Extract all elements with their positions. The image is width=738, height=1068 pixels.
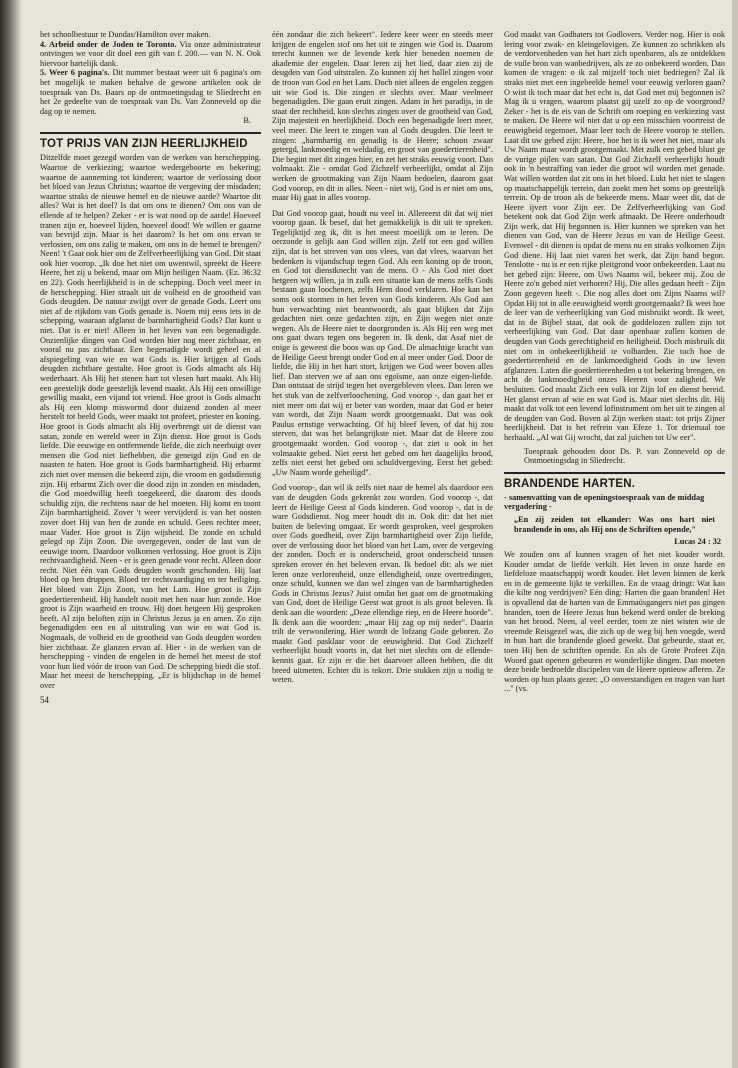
signoff: B.	[243, 116, 251, 126]
article-heading: TOT PRIJS VAN ZIJN HEERLIJKHEID	[40, 138, 248, 151]
column-1	[40, 30, 261, 705]
article-body-col2-a: één zondaar die zich bekeert". Iedere keer weer en steeds meer krijgen de engelen stof om het uit te zingen wie God is. Daarom terecht kunnen we de levende kerk hier beneden noemen de akademie der engelen. Daar leren zij het lied, daar zien zij de deugden van God uitstralen. Zo kunnen zij het hallel zingen voor de troon van God en het Lam. Doch niet alleen de engelen zeggen uit wie God is. Die zingen er slechts over. Maar veelmeer begenadigden. Die gaan eruit zingen. Adam in het paradijs, in de staat der rechtheid, kon slechts zingen over de grootheid van God, Zijn majesteit en heerlijkheid. Doch een begenadigde leert meer, veel meer. Die leert te zingen van al Gods deugden. Die leert te zingen: „barmhartig en genadig is de Heere; schoon zwaar getergd, lankmoedig en weldadig, en groot van goedertierenheid". Die begint met dit zingen hier, en zet het straks eeuwig voort. Dan volmaakt. Zie - omdat God Zichzelf verheerlijkt, omdat al Zijn werken de grootmaking van Zijn Naam bedoelen, daarom gaat God voorop, en dit in alles. Neen - niet wij, God is er niet om ons, maar Hij gaat in alles voorop.	[272, 30, 493, 203]
scripture-quote: „En zij zeiden tot elkander: Was ons hart niet brandende in ons, als Hij ons de Schriften opende,"	[514, 514, 715, 534]
page-number: 54	[40, 694, 49, 705]
speech-attribution: Toespraak gehouden door Ds. P. van Zonneveld op de Ontmoetingsdag in Sliedrecht.	[524, 446, 725, 466]
section-rule	[40, 132, 261, 134]
column-2	[272, 30, 493, 705]
scripture-reference: Lucas 24 : 32	[674, 537, 721, 547]
article2-subheading: - samenvatting van de openingstoespraak van de middag vergadering -	[504, 492, 705, 512]
article2-body: We zouden ons af kunnen vragen of het niet kouder wordt. Kouder omdat de liefde verkilt. Het leven in onze harde en liefdeloze maatschappij wordt kouder. Het leven binnen de kerk en in de gemeente lijkt te verkillen. En de vraag dringt: Wat kan die kilte nog verdrijven? Eén ding: Harten die gaan branden! Het is opvallend dat de harten van de Emmaüsgangers niet pas gingen branden, toen de Heere Jezus hun bekend werd onder de breking van het brood. Neen, al veel eerder, toen ze niet wisten wie de vreemde Reisgezel was, die zich op de weg bij hen voegde, werd in hun hart die brandende gloed gewekt. Dat gebeurde, staat er, toen Hij hen de schriften opende. En als de Grote Profeet Zijn Woord gaat openen gebeuren er wonderlijke dingen. Dan moeten deze beide bedroefde discipelen van de Heere opnieuw afleren. Ze worden op hun plaats gezet: „O onverstandigen en tragen van hart ..." (vs.	[504, 550, 725, 694]
article-body-col2-c: God voorop-, dan wil ik zelfs niet naar de hemel als daardoor een van de deugden Gods gekrenkt zou worden. God voorop -, dat leert de Heilige Geest al Gods kinderen. God voorop -, dat is de ware Godsdienst. Nog meer houdt dit in. Ook dit: dat het niet buiten de beleving omgaat. Er wordt gesproken, veel gesproken over Gods goedheid, over Zijn barmhartigheid over Zijn liefde, over de verlossing door het bloed van het Lam, over de vergeving der zonden. Doch er is onderscheid, groot onderscheid tussen spreken erover én het beleven ervan. Ik bedoel dit: als we niet leren onze verlorenheid, onze ellendigheid, onze overtredingen, onze schuld, kunnen we dan wel zingen van de barmhartigheden Gods in Christus Jezus? Juist omdat het gaat om de grootmaking van God, doet de Heilige Geest wat groot is als groot beleven. Ik denk aan die woorden: „Deze ellendige riep, en de Heere hoorde". Ik denk aan die woorden: „maar Hij zag op mij neder". Daarin trilt de verwondering. Hier wordt de lofzang Gode geboren. Zo maakt God pasklaar voor de eeuwigheid. Dat God Zichzelf verheerlijkt houdt voorts in, dat het niet slechts om de ellende-kennis gaat. Er zijn er die het daarvoer alleen hebben, die dit breed uitmeten. Echter dit is tekort. Drie stukken zijn u nodig te weten.	[272, 483, 493, 685]
intro-text: het schoolbestuur te Dundas/Hamilton over maken.	[40, 30, 211, 39]
article-body-col3: God maakt van Godhaters tot Godlovers. Verder nog. Hier is ook lering voor zwak- en kleingelovigen. Ze kunnen zo schrikken als de verdorvenheden van het hart zich openbaren, als ze ontdekken de vuile bron van wanbedrijven, als ze zo onbekeerd worden. Dan komen de vragen: o ik zal mijzelf toch niet bedriegen? Zal ik straks niet met een ingebeelde hemel voor eeuwig verloren gaan? O wist ik toch maar dat het echt is, dat God met mij begonnen is? Mag ik u vragen, waarom plaatst gij uzelf zo op de voorgrond? Zeker - het is de eis van de Schrift om roeping en verkiezing vast te maken. De Heere wil niet dat u op een misschien voortreist de eeuwigheid tegemoet. Maar leer toch de Heere voorop te stellen. Laat dit uw gebed zijn: Heere, hoe het is ik weet het niet, maar als Uw Naam maar wordt grootgemaakt. Met zulk een gebed blust ge de vurige pijlen van satan. Dat God Zichzelf verheerlijkt houdt ook in 'n bestraffing van ieder die groot wil worden met genade. Wat willen worden dat zit ons in het bloed. Lukt het niet te slagen op maatschappelijk terrein, dan zoekt men het soms op geestelijk terrein. Op de troon als de bekeerde mens. Maar weet dit, dat de Heere ijvert voor Zijn eer. De Zelfverheerlijking van God betekent ook dat God Zijn werk afmaakt. De Heere onderhoudt Zijn werk, dat Hij begonnen is. Hier kunnen we spreken van het dienen van God, van de Heere Jezus en van de Heilige Geest. Evenwel - dit dienen is opdat de mens nu en straks volkomen Zijn God diene. Hij laat niet varen het werk, dat Zijn hand begon. Tenslotte - nu is er een rijke pleitgrond voor onbekeerden. Laat nu het gebed zijn: Heere, om Uws Naams wil, bekeer mij. Zou de Heere zo'n gebed niet verhoren? Hij, Die alles gedaan heeft - Zijn Zoon gegeven heeft -. Die nog alles doet om Zijns Naams wil? Opdat Hij tot in alle eeuwigheid wordt grootgemaakt? Ik weet hoe de leer van de verheerlijking van God misbruikt wordt. Ik weet, dat in de Bijbel staat, dat ook de goddelozen zullen zijn tot verheerlijking van God. Dat daar openbaar zullen komen de deugden van Gods gerechtigheid en heiligheid. Doch misbruik dit niet om in onbekeerlijkheid te volharden. Zie toch hoe de goedertierenheid en de lankmoedigheid Gods in uw leven afglanzen. Laten die goedertierenheden u tot bekering brengen, en acht de lankmoedigheid onzes Heeren voor zaligheid. We besluiten. God maakt Zich een volk tot Zijn lof en dienst bereid. Het glanst ervan af wie en wat God is. Maar niet slechts dit. Hij maakt dat volk tot een levend lofinstrument om het uit te zingen al de deugden van God. Boven al Zijn werken staat: tot prijs Zijner heerlijkheid. Dat is het refrein van Efeze 1. Tot driemaal toe herhaald. „Al wat Gij wrocht, dat zal juichen tot Uw eer".	[504, 30, 725, 442]
item-5	[40, 68, 261, 116]
columns	[40, 30, 728, 705]
article-body-col1: Ditzelfde moet gezegd worden van de werken van herschepping. Waartoe de verkiezing; waartoe wedergeboorte en bekering; waartoe de aanneming tot kinderen; waartoe de verlossing door het bloed van Jezus Christus; waartoe de vergeving der misdaden; waartoe straks de nieuwe hemel en de nieuwe aarde? Waartoe dit alles? Wat is het doel? Is dat om ons te dienen? Om ons van de ellende af te helpen? Zeker - er is wat nood op de aarde! Hoeveel tranen zijn er, hoeveel lijden, hoeveel dood! We willen er gaarne van bevrijd zijn. Maar is het daarom? Is het om ons ervan te verlossen, om ons zalig te maken, om ons in de hemel te brengen? Neen! 't Gaat ook hier om de Zelfverheerlijking van God. Dit staat ook hier voorop. „Ik doe het niet om uwentwil, spreekt de Heere Heere, het zij u bekend, maar om Mijn heiligen Naam. (Ez. 36:32 en 22). Gods heerlijkheid is in de schepping. Doch veel meer in de herschepping. Hier straalt uit de volheid en de grootheid van Gods deugden. De natuur zwijgt over de genade Gods. Leert ons niet af de rijkdom van Gods genade is. Noem mij eens iets in de schepping, waaraan afglanst de barmhartigheid Gods? Dat kunt u niet. Dat is er niet! Alleen in het leven van een begenadigde. Onzienlijke dingen van God worden hier nog meer zichtbaar, en vooral nu pas zichtbaar. Een begenadigde wordt geheel en al afspiegeling van wie en wat Gods is. Hier krijgen al Gods deugden zichtbare gestalte. Hoe groot is Gods almacht als Hij wederbaart. Als Hij het stenen hart tot vlesen hart maakt. Als Hij een geestelijk dode geestelijk levend maakt. Als Hij een onwillige gewillig maakt, een vijand tot vriend. Hoe groot is Gods almacht als Hij een klomp miswormd door duizend zonden al meer herstelt tot beeld Gods, weer maakt tot profeet, priester en koning. Hoe groot is Gods almacht als Hij overbrengt uit de dienst van satan, zonde en wereld weer in Zijn dienst. Hoe groot is Gods liefde. Die eeuwige en ontfermende liefde, die zich neerbuigt over mensen die God niet liefhebben, die geneigd zijn God en de naasten te haten. Hoe groot is Gods barmhartigheid. Hij erbarmt zich niet over mensen die bekeerd zijn, die vroom en godsdienstig zijn. Hij erbarmt Zich over die dood zijn in zonden en misdaden, die God moedwillig heeft toegekeerd, die daarom des doods schuldig zijn, die rechtens naar de hel moeten. Hij komt en toont Zijn barmhartigheid. Zover 't weer vervijderd is van het oosten zover doet Hij van hen de zonde en schuld. Geen rechter meer, maar Vader. Hoe groot is Zijn wijsheid. De zonde en schuld gelegd op Zijn Zoon. Die overgegeven, onder de last van de eeuwige toorn. Daardoor volkomen verlossing. Hoe groot is Zijn rechtvaardigheid. Neen - er is geen genade voor recht. Alleen door recht. Niet één van Gods deugden wordt geschonden. Hij laat bloed op hen druppen. Bloed ter rechtvaardiging en ter heiliging. Het bloed van Zijn Zoon, van het Lam. Hoe groot is Zijn goedertierenheid. Hij handelt nooit met hen naar hun zonde. Hoe groot is Zijn waarheid en trouw. Hij doet hetgeen Hij gesproken heeft. Al zijn beloften zijn in Christus Jezus ja en amen. Zo zijn begenadigden een en al uitstraling van wie en wat God is. Nogmaals, de volheid en de grootheid van Gods deugden worden hier zichtbaar. Ze glanzen ervan af. Hier - in de werken van de herschepping - vinden de engelen in de hemel het meest de stof voor hun lied vóór de troon van God. De schepping biedt die stof. Maar het meest de herschepping. „Er is blijdschap in de hemel over	[40, 153, 261, 690]
item-5-label: 5. Weer 6 pagina's.	[40, 68, 110, 78]
article-body-col2-b: Dat God voorop gaat, houdt nu veel in. Allereerst dit dat wij niet voorop gaan. Ik besef, dat het gemakkelijk is dit uit te spreken. Tegelijktijd zeg ik, dit is het meest moeilijk om te leren. De oerzonde is gelijk aan God willen zijn. Zelf tot een god willen zijn, dat is het streven van ons vlees, van dat vlees, waarvan het bedenken is vijandschap tegen God. Als een koning op de troon, en God tot dienstknecht van de mens. O - Als God niet doet hetgeen wij willen, ja in zulk een situatie kan de mens zelfs Gods bestaan gaan loochenen, zelfs Hem dood verklaren. Hoe kan het soms ook stormen in het leven van Gods kinderen. Als God aan hun verwachting niet beantwoordt, als gaat blijken dat Zijn gedachten niet onze gedachten zijn, en Zijn wegen niet onze wegen. Als de Heere niet te doorgronden is. Als Hij een weg met ons gaat dwars tegen ons begeren in. Ik denk, dat Asaf niet de enige is geweest die boos was op God. De almachtige kracht van de Heilige Geest brengt onder God en al meer onder God. Door de liefde, die Hij in het hart stort, krijgen we God weer boven alles lief. Dan sterven we af aan ons egoïsme, aan onze eigen-liefde. Dan ontstaat de strijd tegen het overgebleven vlees. Dan leren we het stuk van de zelfverloochening. God voorop -, dan gaat het er niet meer om dat wij er beter van worden, maar dat God er beter van wordt, dat Zijn Naam wordt grootgemaakt. Dat was ook Paulus ernstige verwachting. Of hij bleef leven, of dat hij zou sterven, dat was het belangrijkste niet. Maar dat de Heere zou grootgemaakt worden. God voorop -, dat ziet u ook in het volmaakte gebed. Niet eerst het gebed om het daagelijks brood, zelfs niet eerst het gebed om schuldvergeving. Eerst het gebed: „Uw Naam worde geheiligd".	[272, 208, 493, 477]
item-4-text: Via onze administrateur ontvingen we voor dit doel een gift van f. 200.— van N. N. Ook hiervoor hartelijk dank.	[40, 39, 261, 68]
column-3	[504, 30, 725, 705]
item-5-text: Dit nummer bestaat weer uit 6 pagina's om het mogelijk te maken behalve de gewone artikelen ook de toespraak van Ds. Baars op de ontmoetingsdag te Sliedrecht en het 2e gedeelte van de toespraak van Ds. Van Zonneveld op die dag op te nemen.	[40, 68, 262, 116]
item-4	[40, 40, 261, 69]
item-4-label: 4. Arbeid onder de Joden te Toronto.	[40, 39, 177, 49]
section-rule-2	[504, 472, 725, 474]
article2-heading: BRANDENDE HARTEN.	[504, 477, 636, 490]
